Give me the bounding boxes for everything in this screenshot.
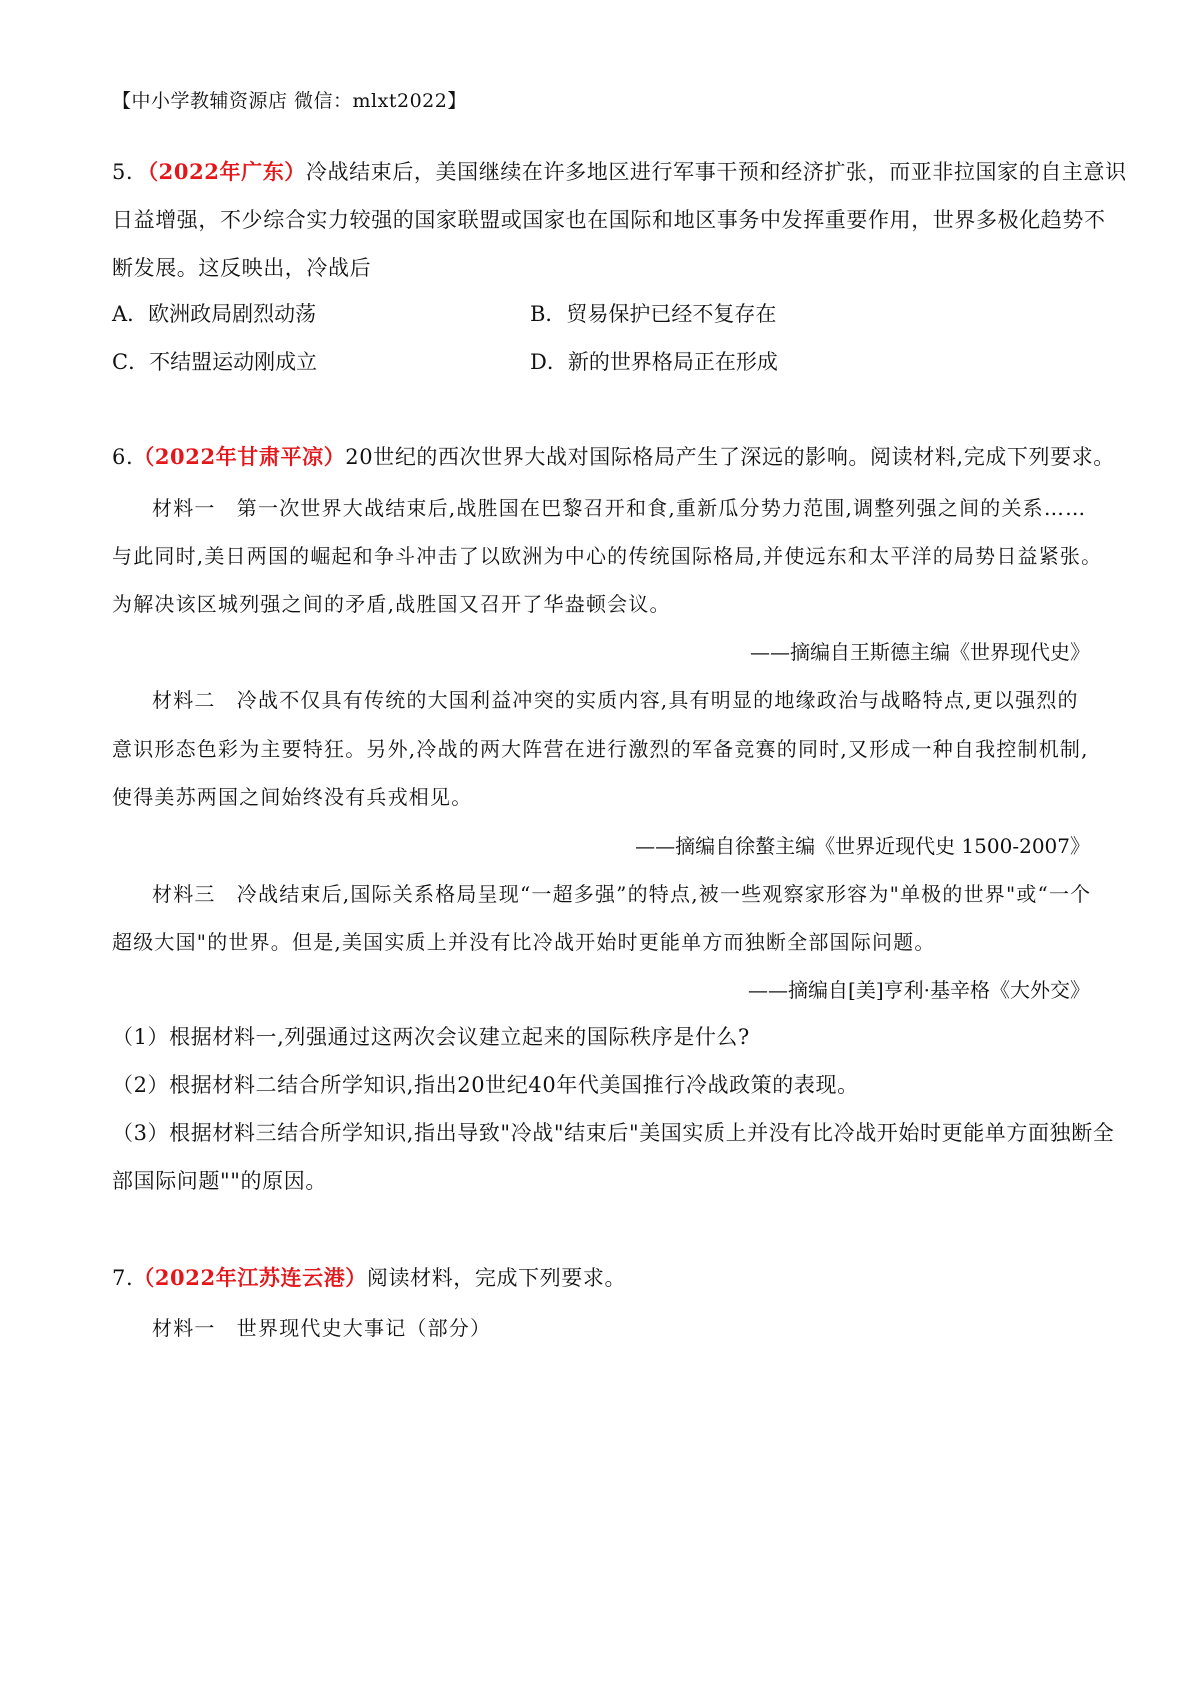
q5-line-2: 日益增强，不少综合实力较强的国家联盟或国家也在国际和地区事务中发挥重要作用，世界多极化趋势不	[112, 208, 1106, 232]
q5-line-1	[112, 156, 1127, 186]
q5-option-c: C．不结盟运动刚成立	[112, 350, 318, 374]
q6-material2-line-1: 材料二 冷战不仅具有传统的大国利益冲突的实质内容,具有明显的地缘政治与战略特点,更以强烈的	[152, 688, 1079, 712]
q6-material1-line-1: 材料一 第一次世界大战结束后,战胜国在巴黎召开和食,重新瓜分势力范围,调整列强之间的关系……	[152, 496, 1087, 520]
q6-line-1	[112, 441, 1115, 471]
q6-intro: 20世纪的西次世界大战对国际格局产生了深远的影响。阅读材料,完成下列要求。	[345, 445, 1115, 469]
q6-material3-line-2: 超级大国"的世界。但是,美国实质上并没有比冷战开始时更能单方而独断全部国际问题。	[112, 930, 936, 954]
q6-material2-line-2: 意识形态色彩为主要特狂。另外,冷战的两大阵营在进行激烈的军备竞赛的同时,又形成一种自我控制机制,	[112, 737, 1089, 761]
q5-stem-text: 冷战结束后，美国继续在许多地区进行军事干预和经济扩张，而亚非拉国家的自主意识	[305, 160, 1127, 184]
q5-number: 5．	[112, 160, 148, 184]
q5-source: （2022年广东）	[147, 159, 306, 184]
q6-number: 6.	[112, 445, 134, 469]
q6-material1-line-3: 为解决该区城列强之间的矛盾,战胜国又召开了华盎顿会议。	[112, 592, 671, 616]
q6-material3-citation: ——摘编自[美]亨利·基辛格《大外交》	[748, 978, 1090, 1002]
q6-question-1: （1）根据材料一,列强通过这两次会议建立起来的国际秩序是什么?	[112, 1025, 750, 1049]
q7-intro: 阅读材料，完成下列要求。	[366, 1266, 627, 1290]
q5-option-a: A．欧洲政局剧烈动荡	[112, 302, 317, 326]
q6-material1-citation: ——摘编自王斯德主编《世界现代史》	[750, 640, 1090, 664]
q6-material2-citation: ——摘编自徐螯主编《世界近现代史 1500-2007》	[635, 834, 1090, 858]
q6-question-3: （3）根据材料三结合所学知识,指出导致"冷战"结束后"美国实质上并没有比冷战开始时更能单方面独断全	[112, 1121, 1115, 1145]
q7-material1-title: 材料一 世界现代史大事记（部分）	[152, 1316, 492, 1340]
q5-line-3: 断发展。这反映出，冷战后	[112, 256, 372, 280]
q7-source: （2022年江苏连云港）	[133, 1265, 367, 1290]
header-watermark: 【中小学教辅资源店 微信：mlxt2022】	[112, 90, 467, 112]
q6-material3-line-1: 材料三 冷战结束后,国际关系格局呈现“一超多强”的特点,被一些观察家形容为"单极的世界"或“一个	[152, 882, 1092, 906]
q7-line-1	[112, 1262, 626, 1292]
q6-material2-line-3: 使得美苏两国之间始终没有兵戎相见。	[112, 785, 473, 809]
q7-number: 7.	[112, 1266, 134, 1290]
q5-option-b: B．贸易保护已经不复存在	[530, 302, 777, 326]
q5-option-d: D．新的世界格局正在形成	[530, 350, 778, 374]
q6-source: （2022年甘肃平凉）	[133, 444, 346, 469]
q6-material1-line-2: 与此同时,美日两国的崛起和争斗冲击了以欧洲为中心的传统国际格局,并使远东和太平洋的局势日益紧张。	[112, 544, 1103, 568]
q6-question-2: （2）根据材料二结合所学知识,指出20世纪40年代美国推行冷战政策的表现。	[112, 1073, 859, 1097]
q6-question-3-cont: 部国际问题""的原因。	[112, 1169, 327, 1193]
